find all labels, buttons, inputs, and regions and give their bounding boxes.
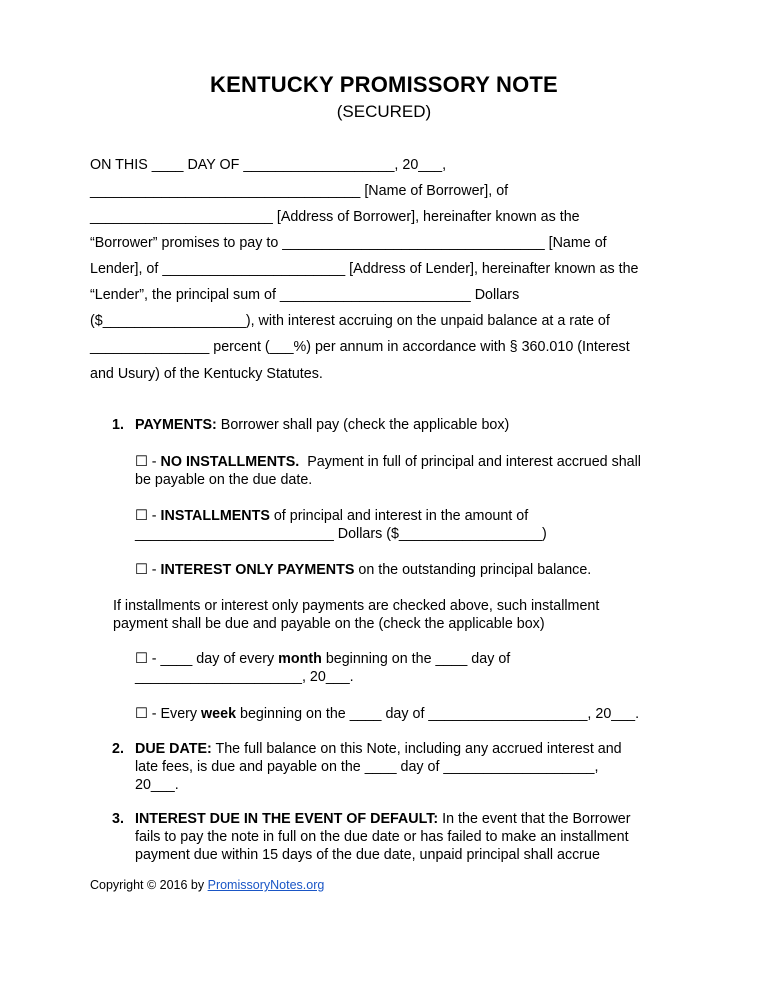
option-text[interactable]: ☐ - Every — [135, 706, 202, 722]
copyright-text: Copyright © 2016 by — [90, 878, 208, 892]
section-number: 2. — [112, 741, 124, 757]
document-title: KENTUCKY PROMISSORY NOTE — [210, 72, 558, 97]
intro-line: “Lender”, the principal sum of ________________________ Dollars — [90, 287, 520, 303]
option-label: INSTALLMENTS — [160, 508, 270, 524]
option-monthly — [135, 651, 510, 667]
section-number: 3. — [112, 811, 124, 827]
option-label: NO INSTALLMENTS. — [160, 454, 300, 470]
option-label: INTEREST ONLY PAYMENTS — [160, 562, 355, 578]
section-heading: PAYMENTS: — [135, 417, 217, 433]
document-subtitle: (SECURED) — [336, 102, 432, 121]
section-1-heading-line — [135, 417, 509, 433]
intro-line: ON THIS ____ DAY OF ___________________, 20___, — [90, 157, 447, 173]
checkbox-icon[interactable]: ☐ - — [135, 508, 161, 524]
option-installments — [135, 508, 528, 524]
checkbox-icon[interactable]: ☐ - — [135, 562, 161, 578]
copyright-footer — [90, 878, 324, 892]
intro-line: Lender], of _______________________ [Address of Lender], hereinafter known as the — [90, 261, 639, 277]
section-text-cont: late fees, is due and payable on the ____ day of ___________________, — [135, 759, 599, 775]
option-text: beginning on the ____ day of — [321, 651, 511, 667]
option-interest-only — [135, 562, 591, 578]
section-2-heading-line — [135, 741, 622, 757]
section-text-cont: fails to pay the note in full on the due date or has failed to make an installment — [135, 829, 629, 845]
website-link[interactable]: PromissoryNotes.org — [207, 878, 325, 892]
option-no-installments — [135, 454, 641, 470]
intro-line: and Usury) of the Kentucky Statutes. — [90, 366, 323, 382]
schedule-note: payment shall be due and payable on the (check the applicable box) — [113, 616, 545, 632]
section-heading: DUE DATE: — [135, 741, 212, 757]
option-text: Payment in full of principal and interest accrued shall — [299, 454, 641, 470]
section-text: Borrower shall pay (check the applicable box) — [216, 417, 510, 433]
option-text: beginning on the ____ day of ____________________, 20___. — [236, 706, 640, 722]
section-text: The full balance on this Note, including any accrued interest and — [211, 741, 622, 757]
option-text-cont: be payable on the due date. — [135, 472, 313, 488]
option-label: week — [201, 706, 237, 722]
option-label: month — [278, 651, 322, 667]
section-text-cont: 20___. — [135, 777, 179, 793]
intro-line: ($__________________), with interest accruing on the unpaid balance at a rate of — [90, 313, 610, 329]
checkbox-icon[interactable]: ☐ - — [135, 454, 161, 470]
section-text: In the event that the Borrower — [438, 811, 631, 827]
schedule-note: If installments or interest only payments are checked above, such installment — [113, 598, 600, 614]
option-text-cont: _________________________ Dollars ($__________________) — [135, 526, 547, 542]
intro-line: __________________________________ [Name of Borrower], of — [90, 183, 509, 199]
section-number: 1. — [112, 417, 124, 433]
option-text[interactable]: ☐ - ____ day of every — [135, 651, 279, 667]
option-weekly — [135, 706, 639, 722]
option-text-cont: _____________________, 20___. — [135, 669, 354, 685]
option-text: of principal and interest in the amount of — [269, 508, 529, 524]
section-text-cont: payment due within 15 days of the due date, unpaid principal shall accrue — [135, 847, 600, 863]
section-3-heading-line — [135, 811, 631, 827]
intro-line: _______________________ [Address of Borrower], hereinafter known as the — [90, 209, 580, 225]
intro-line: “Borrower” promises to pay to _________________________________ [Name of — [90, 235, 607, 251]
section-heading: INTEREST DUE IN THE EVENT OF DEFAULT: — [135, 811, 439, 827]
intro-line: _______________ percent (___%) per annum in accordance with § 360.010 (Interest — [90, 339, 630, 355]
option-text: on the outstanding principal balance. — [354, 562, 592, 578]
